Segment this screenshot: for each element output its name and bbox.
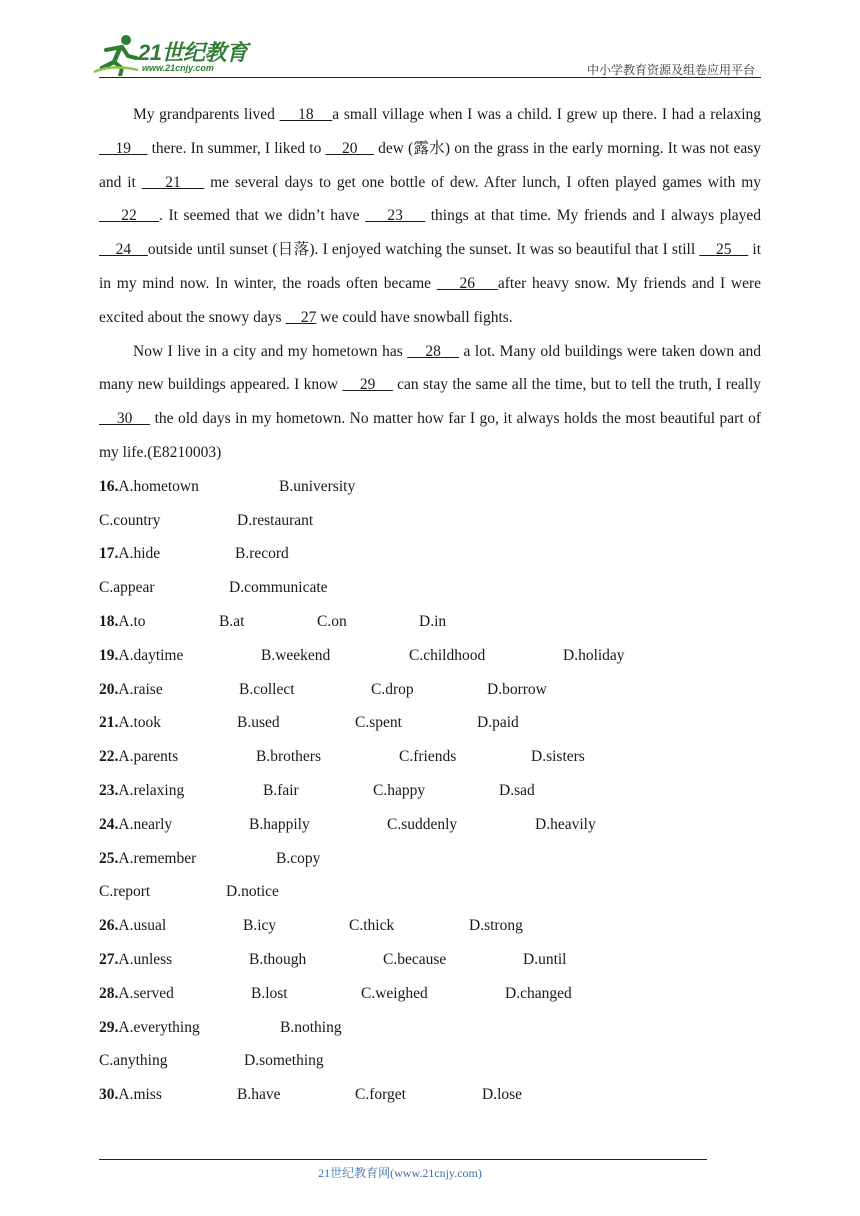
option-d[interactable] [419, 605, 446, 639]
option-b[interactable] [279, 470, 355, 504]
option-text: A.hide [118, 545, 161, 563]
answer-blank: 26 [436, 274, 498, 292]
option-text: C.report [99, 883, 151, 901]
question-number: 24. [99, 815, 119, 833]
option-text: A.took [118, 714, 161, 732]
option-b[interactable] [263, 774, 299, 808]
option-b[interactable] [256, 740, 321, 774]
option-d[interactable] [469, 909, 523, 943]
option-text: C.because [383, 950, 447, 968]
passage-text: outside until sunset (日落). I enjoyed watching the sunset. It was so beautiful that I still [147, 241, 700, 259]
question-26 [99, 909, 761, 943]
question-16-row-2 [99, 504, 761, 538]
option-b[interactable] [251, 977, 288, 1011]
option-c[interactable] [383, 943, 446, 977]
option-text: C.drop [371, 680, 414, 698]
option-text: A.served [118, 984, 174, 1002]
option-c[interactable] [409, 639, 485, 673]
option-text: D.sisters [531, 748, 585, 766]
passage-text: . It seemed that we didn’t have [159, 207, 366, 225]
option-b[interactable] [280, 1011, 342, 1045]
option-text: B.fair [263, 781, 299, 799]
option-a[interactable] [99, 740, 178, 774]
option-text: C.friends [399, 748, 457, 766]
option-text: C.anything [99, 1052, 168, 1070]
option-text: A.to [118, 612, 146, 630]
question-number: 23. [99, 781, 119, 799]
option-text: C.happy [373, 781, 426, 799]
option-c[interactable] [371, 673, 414, 707]
answer-blank: 22 [99, 207, 160, 225]
option-a[interactable] [99, 943, 172, 977]
option-text: A.unless [118, 950, 173, 968]
option-text: D.until [523, 950, 567, 968]
option-text: A.remember [118, 849, 197, 867]
option-d[interactable] [226, 875, 279, 909]
passage-text: after heavy snow. My friends and I were excited about the snowy days [99, 274, 762, 326]
passage-text: a small village when I was a child. I grew up there. I had a relaxing [332, 106, 762, 123]
passage-text: the old days in my hometown. No matter how far I go, it always holds the most beautiful part of my life.(E8210003) [99, 410, 762, 461]
option-d[interactable] [563, 639, 625, 673]
question-number: 27. [99, 950, 119, 968]
passage-text: can stay the same all the time, but to tell the truth, I really [392, 376, 762, 394]
option-d[interactable] [229, 571, 328, 605]
option-text: B.collect [239, 680, 295, 698]
option-b[interactable] [237, 1078, 280, 1112]
question-number: 19. [99, 646, 119, 664]
option-text: D.heavily [535, 815, 596, 833]
question-22 [99, 740, 761, 774]
question-19 [99, 639, 761, 673]
passage-text: it in my mind now. In winter, the roads often became [99, 241, 762, 292]
option-text: B.brothers [256, 748, 322, 766]
option-text: A.miss [118, 1086, 162, 1104]
option-c[interactable] [361, 977, 428, 1011]
question-17 [99, 537, 761, 571]
option-text: B.university [279, 477, 356, 495]
option-a[interactable] [99, 706, 161, 740]
option-b[interactable] [243, 909, 276, 943]
option-text: D.sad [499, 781, 535, 799]
question-21 [99, 706, 761, 740]
question-number: 26. [99, 917, 119, 935]
option-text: A.usual [118, 917, 167, 935]
option-a[interactable] [99, 909, 166, 943]
option-text: B.happily [249, 815, 310, 833]
option-a[interactable] [99, 842, 196, 876]
option-text: A.parents [118, 748, 179, 766]
option-c[interactable] [399, 740, 456, 774]
option-text: D.in [419, 612, 447, 630]
option-a[interactable] [99, 605, 146, 639]
option-a[interactable] [99, 673, 163, 707]
logo-text: 21世纪教育 [138, 40, 248, 65]
option-a[interactable] [99, 1011, 200, 1045]
option-text: B.though [249, 950, 307, 968]
question-number: 20. [99, 680, 119, 698]
option-text: C.suddenly [387, 815, 458, 833]
answer-blank: 19 [99, 139, 148, 157]
option-d[interactable] [487, 673, 547, 707]
option-c[interactable] [99, 571, 155, 605]
option-text: D.communicate [229, 579, 328, 597]
answer-blank: 30 [99, 410, 151, 428]
question-29 [99, 1011, 761, 1045]
option-d[interactable] [523, 943, 567, 977]
passage-text: Now I live in a city and my hometown has [133, 342, 408, 360]
option-d[interactable] [499, 774, 535, 808]
passage-text: things at that time. My friends and I always played [425, 207, 762, 225]
question-number: 22. [99, 748, 119, 766]
answer-blank: 18 [279, 106, 333, 123]
option-text: B.at [219, 612, 245, 630]
question-25-row-2 [99, 875, 761, 909]
option-text: A.raise [118, 680, 163, 698]
passage-text: me several days to get one bottle of dew. After lunch, I often played games with my [204, 173, 762, 191]
option-d[interactable] [531, 740, 585, 774]
option-a[interactable] [99, 537, 160, 571]
logo [92, 34, 262, 78]
running-man-logo-icon [92, 34, 140, 76]
question-number: 16. [99, 477, 119, 495]
option-text: A.daytime [118, 646, 184, 664]
question-18 [99, 605, 761, 639]
question-29-row-2 [99, 1044, 761, 1078]
option-a[interactable] [99, 774, 184, 808]
option-text: C.childhood [409, 646, 486, 664]
page-header [0, 0, 860, 80]
answer-blank: 23 [365, 207, 426, 225]
option-c[interactable] [99, 875, 150, 909]
answer-blank: 21 [141, 173, 205, 191]
option-text: B.used [237, 714, 280, 732]
passage-text: we could have snowball fights. [316, 308, 513, 326]
header-divider [99, 77, 761, 78]
question-number: 25. [99, 849, 119, 867]
question-17-row-2 [99, 571, 761, 605]
question-16 [99, 470, 761, 504]
option-text: C.thick [349, 917, 395, 935]
passage-paragraph-2 [99, 335, 761, 470]
question-23 [99, 774, 761, 808]
option-text: A.hometown [118, 477, 199, 495]
option-b[interactable] [235, 537, 289, 571]
option-text: B.lost [251, 984, 288, 1002]
option-b[interactable] [237, 706, 280, 740]
option-text: A.everything [118, 1018, 200, 1036]
option-d[interactable] [535, 808, 596, 842]
option-text: C.forget [355, 1086, 406, 1104]
option-text: C.on [317, 612, 347, 630]
platform-title: 中小学教育资源及组卷应用平台 [586, 63, 755, 77]
question-number: 29. [99, 1018, 119, 1036]
option-text: D.borrow [487, 680, 547, 698]
question-24 [99, 808, 761, 842]
exam-content [99, 98, 761, 1112]
question-20 [99, 673, 761, 707]
answer-blank: 20 [325, 139, 374, 157]
option-text: B.copy [276, 849, 321, 867]
question-number: 18. [99, 612, 119, 630]
option-b[interactable] [249, 808, 310, 842]
answer-blank: 24 [99, 241, 148, 259]
option-c[interactable] [355, 1078, 406, 1112]
passage-text: dew (露水) on the grass in the early morning. It was not easy and it [99, 139, 761, 191]
option-text: D.restaurant [237, 511, 314, 529]
passage-paragraph-1 [99, 98, 761, 335]
answer-blank: 25 [699, 241, 749, 259]
option-text: B.weekend [261, 646, 331, 664]
passage-text: there. In summer, I liked to [147, 139, 326, 157]
question-number: 21. [99, 714, 119, 732]
option-text: D.strong [469, 917, 523, 935]
logo-url: www.21cnjy.com [142, 63, 214, 73]
option-a[interactable] [99, 808, 172, 842]
option-d[interactable] [505, 977, 572, 1011]
option-text: C.weighed [361, 984, 428, 1002]
question-25 [99, 842, 761, 876]
option-text: D.notice [226, 883, 279, 901]
option-d[interactable] [244, 1044, 324, 1078]
option-b[interactable] [239, 673, 295, 707]
option-c[interactable] [99, 1044, 167, 1078]
option-b[interactable] [276, 842, 320, 876]
option-text: A.nearly [118, 815, 173, 833]
option-text: C.appear [99, 579, 155, 597]
answer-blank: 28 [407, 342, 459, 360]
option-text: C.spent [355, 714, 402, 732]
option-text: B.nothing [280, 1018, 342, 1036]
option-text: A.relaxing [118, 781, 185, 799]
footer-divider [99, 1159, 707, 1160]
option-text: B.record [235, 545, 289, 563]
option-c[interactable] [99, 504, 161, 538]
question-number: 28. [99, 984, 119, 1002]
option-text: D.lose [482, 1086, 523, 1104]
question-number: 17. [99, 545, 119, 563]
option-c[interactable] [373, 774, 425, 808]
passage-text: a lot. Many old buildings were taken down and many new buildings appeared. I know [99, 342, 762, 394]
option-c[interactable] [387, 808, 457, 842]
question-27 [99, 943, 761, 977]
question-number: 30. [99, 1086, 119, 1104]
option-text: D.changed [505, 984, 572, 1002]
question-30 [99, 1078, 761, 1112]
option-text: D.paid [477, 714, 519, 732]
option-a[interactable] [99, 639, 183, 673]
option-a[interactable] [99, 1078, 162, 1112]
option-d[interactable] [482, 1078, 522, 1112]
answer-blank: 27 [285, 308, 317, 326]
option-c[interactable] [349, 909, 394, 943]
question-28 [99, 977, 761, 1011]
option-d[interactable] [477, 706, 519, 740]
option-b[interactable] [219, 605, 244, 639]
option-text: B.icy [243, 917, 277, 935]
option-text: C.country [99, 511, 161, 529]
option-text: B.have [237, 1086, 281, 1104]
option-c[interactable] [317, 605, 347, 639]
option-b[interactable] [261, 639, 330, 673]
question-list [99, 470, 761, 1112]
option-text: D.something [244, 1052, 324, 1070]
option-a[interactable] [99, 470, 199, 504]
option-text: D.holiday [563, 646, 625, 664]
footer-text: 21世纪教育网(www.21cnjy.com) [318, 1166, 482, 1180]
option-d[interactable] [237, 504, 313, 538]
option-b[interactable] [249, 943, 306, 977]
option-c[interactable] [355, 706, 402, 740]
answer-blank: 29 [342, 376, 393, 394]
option-a[interactable] [99, 977, 174, 1011]
passage-text: My grandparents lived [133, 106, 280, 123]
